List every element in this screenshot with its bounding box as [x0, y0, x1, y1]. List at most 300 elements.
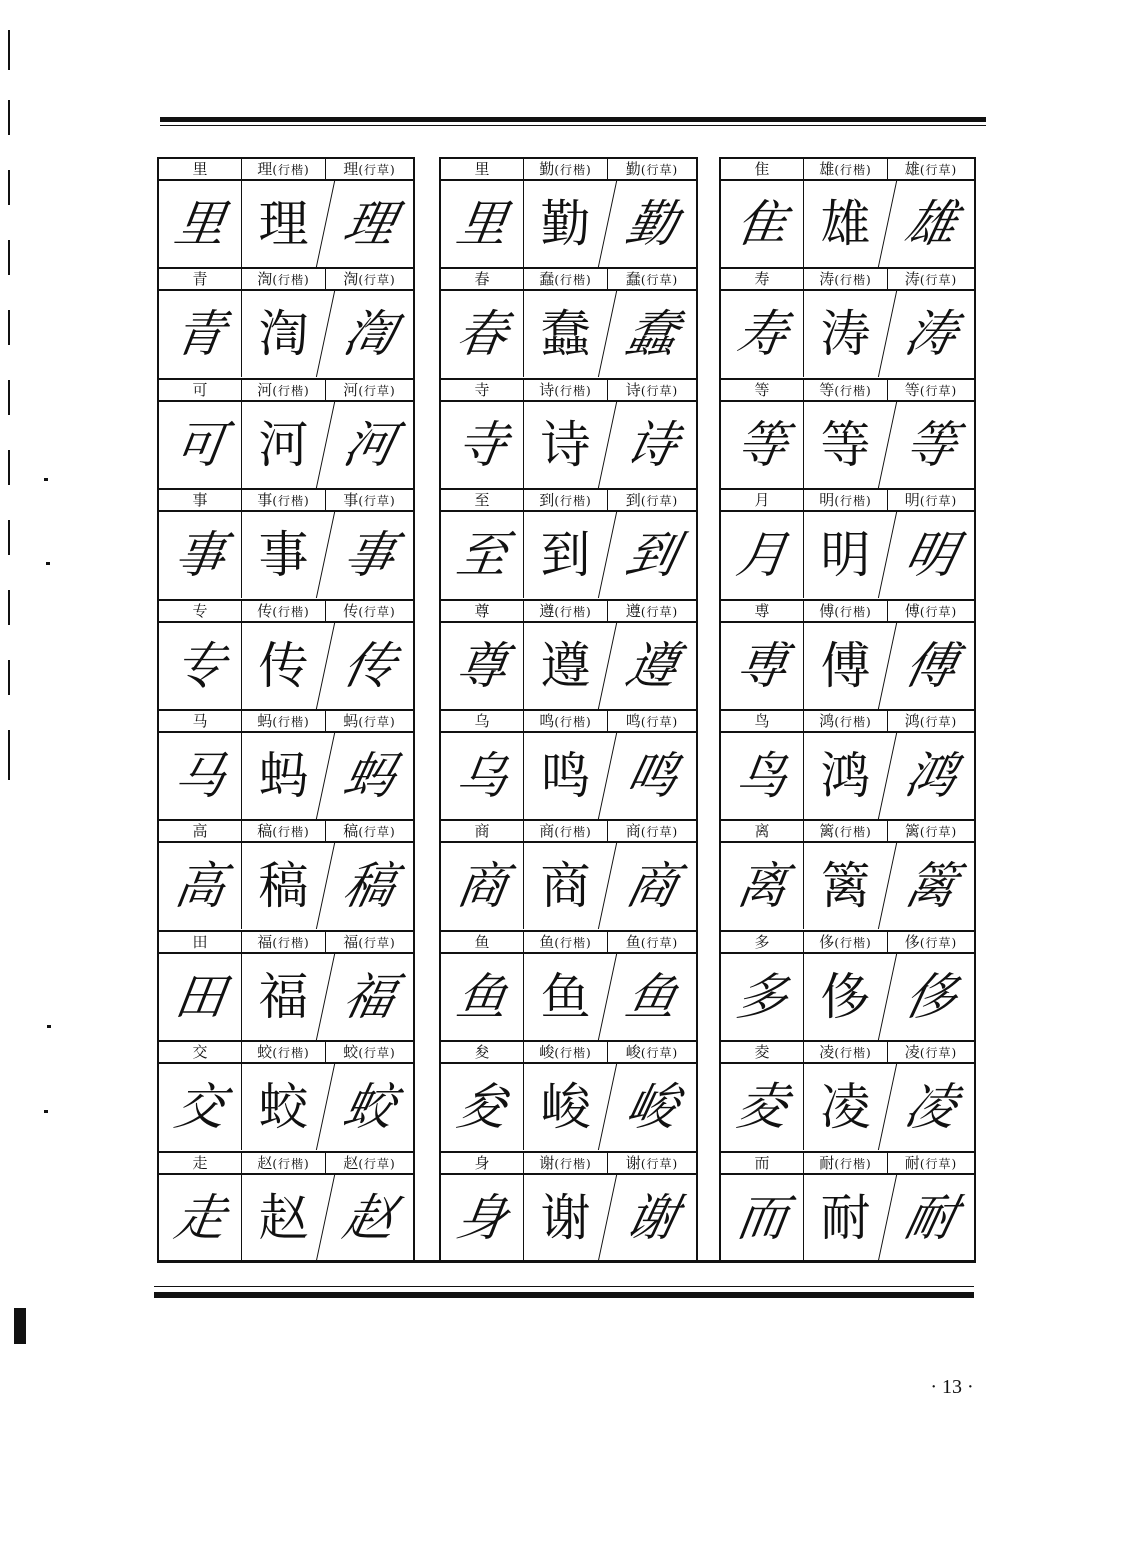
section-1 [157, 157, 415, 1261]
section-3 [719, 157, 976, 1261]
xingcao-label [325, 378, 413, 402]
radical-glyph: 寺 [452, 415, 512, 474]
style-label: (行楷) [554, 163, 592, 177]
xingkai-glyph: 赵 [241, 1175, 325, 1261]
radical-glyph: 多 [732, 967, 792, 1026]
xingkai-label [241, 157, 325, 181]
xingcao-glyph: 到 [598, 512, 705, 598]
xingcao-label [607, 1151, 696, 1175]
header-char: 等 [904, 380, 920, 399]
header-char: 侈 [819, 932, 835, 951]
header-char: 赵 [343, 1153, 359, 1172]
xingkai-label [523, 1040, 607, 1064]
xingkai-label [523, 157, 607, 181]
table-row [441, 157, 696, 267]
radical-label: 鱼 [441, 930, 523, 954]
style-label: (行楷) [272, 604, 310, 619]
header-char: 傅 [904, 601, 920, 620]
xingkai-label [803, 267, 887, 291]
xingcao-glyph: 蠢 [598, 291, 705, 377]
radical-label: 里 [159, 157, 241, 181]
radical-glyph: 尊 [452, 636, 512, 695]
header-char: 明 [819, 491, 835, 510]
xingcao-glyph: 涛 [878, 291, 983, 377]
xingkai-glyph: 峻 [523, 1064, 607, 1150]
xingcao-label [607, 709, 696, 733]
radical-glyph: 青 [170, 305, 230, 364]
xingcao-glyph: 渹 [316, 291, 422, 377]
table-row [721, 1151, 974, 1261]
style-label: (行楷) [834, 825, 872, 840]
radical-label: 里 [441, 157, 523, 181]
style-label: (行草) [919, 1156, 958, 1171]
table-row [721, 157, 974, 267]
xingcao-glyph: 稿 [316, 843, 422, 929]
xingkai-glyph: 稿 [241, 843, 325, 929]
xingkai-glyph: 理 [241, 181, 325, 267]
style-label: (行草) [640, 1046, 679, 1061]
header-char: 明 [904, 491, 920, 510]
xingkai-glyph: 耐 [803, 1175, 887, 1261]
xingcao-label [887, 157, 974, 181]
radical-glyph: 鸟 [732, 747, 792, 805]
style-label: (行楷) [272, 163, 310, 177]
radical-label: 寺 [441, 378, 523, 402]
style-label: (行草) [358, 383, 396, 398]
table-row [159, 709, 413, 819]
xingcao-label [887, 599, 974, 623]
xingkai-glyph: 诗 [523, 402, 607, 488]
xingkai-label [523, 378, 607, 402]
radical-label: 马 [159, 709, 241, 733]
header-char: 商 [539, 822, 555, 841]
header-char: 涛 [819, 270, 835, 289]
table-row [159, 488, 413, 598]
header-char: 理 [343, 160, 359, 178]
xingkai-glyph: 鱼 [523, 954, 607, 1040]
table-row [159, 378, 413, 488]
radical-label: 走 [159, 1151, 241, 1175]
radical-label: 而 [721, 1151, 803, 1175]
header-char: 福 [257, 932, 273, 951]
style-label: (行草) [919, 715, 958, 729]
xingcao-glyph: 蛟 [316, 1064, 422, 1150]
xingkai-glyph: 明 [803, 512, 887, 598]
radical-glyph: 专 [170, 636, 230, 695]
style-label: (行楷) [272, 1156, 310, 1171]
xingkai-label [803, 599, 887, 623]
radical-label: 离 [721, 819, 803, 843]
style-label: (行楷) [554, 604, 592, 619]
header-char: 河 [257, 380, 273, 399]
xingkai-label [241, 488, 325, 512]
table-row [441, 819, 696, 929]
xingcao-label [887, 378, 974, 402]
header-char: 传 [257, 601, 273, 620]
xingkai-glyph: 河 [241, 402, 325, 488]
radical-label: 尊 [441, 599, 523, 623]
header-char: 渹 [257, 270, 273, 289]
radical-glyph: 里 [170, 195, 230, 253]
xingkai-glyph: 谢 [523, 1175, 607, 1261]
table-row [441, 599, 696, 709]
xingcao-label [325, 930, 413, 954]
xingkai-label [241, 1151, 325, 1175]
table-row [441, 709, 696, 819]
style-label: (行楷) [554, 935, 592, 950]
xingcao-glyph: 耐 [878, 1175, 983, 1261]
bottom-rule [154, 1292, 974, 1298]
header-char: 蛟 [257, 1043, 273, 1062]
radical-label: 夌 [721, 1040, 803, 1064]
xingcao-label [607, 157, 696, 181]
style-label: (行草) [640, 494, 679, 509]
header-char: 凌 [819, 1043, 835, 1062]
xingkai-glyph: 勤 [523, 181, 607, 267]
radical-label: 多 [721, 930, 803, 954]
xingcao-label [887, 1040, 974, 1064]
speck [47, 1025, 51, 1028]
header-char: 传 [343, 601, 359, 620]
xingcao-glyph: 鸣 [598, 733, 705, 819]
xingcao-glyph: 等 [878, 402, 983, 488]
speck [44, 1110, 48, 1113]
table-row [159, 1040, 413, 1150]
style-label: (行草) [919, 383, 958, 398]
header-char: 诗 [625, 380, 641, 399]
style-label: (行楷) [554, 1046, 592, 1061]
table-row [159, 599, 413, 709]
xingkai-label [241, 267, 325, 291]
table-row [441, 1151, 696, 1261]
xingkai-label [523, 488, 607, 512]
xingcao-label [887, 1151, 974, 1175]
style-label: (行草) [640, 825, 679, 840]
header-char: 到 [539, 491, 555, 510]
table-row [441, 378, 696, 488]
style-label: (行草) [358, 273, 396, 288]
radical-label: 事 [159, 488, 241, 512]
table-row [721, 378, 974, 488]
radical-label: 田 [159, 930, 241, 954]
radical-glyph: 商 [452, 857, 512, 916]
header-char: 耐 [819, 1153, 835, 1172]
table-row [721, 819, 974, 929]
radical-glyph: 鱼 [452, 967, 512, 1026]
header-char: 鸣 [625, 712, 641, 730]
top-rule [160, 117, 986, 122]
radical-label: 隹 [721, 157, 803, 181]
radical-glyph: 交 [170, 1078, 230, 1137]
xingkai-glyph: 蠢 [523, 291, 607, 377]
radical-glyph: 尃 [732, 636, 792, 695]
header-char: 蠢 [539, 270, 555, 289]
style-label: (行楷) [834, 1046, 872, 1061]
header-char: 雄 [819, 160, 835, 178]
xingcao-glyph: 传 [316, 623, 422, 709]
style-label: (行草) [358, 163, 396, 177]
style-label: (行草) [919, 1046, 958, 1061]
radical-label: 专 [159, 599, 241, 623]
header-char: 鱼 [625, 932, 641, 951]
header-char: 谢 [539, 1153, 555, 1172]
radical-label: 交 [159, 1040, 241, 1064]
style-label: (行草) [640, 383, 679, 398]
xingkai-glyph: 等 [803, 402, 887, 488]
xingkai-label [241, 819, 325, 843]
header-char: 峻 [539, 1043, 555, 1062]
header-char: 稿 [257, 822, 273, 841]
xingcao-glyph: 篱 [878, 843, 983, 929]
xingkai-glyph: 蛟 [241, 1064, 325, 1150]
radical-glyph: 可 [170, 415, 230, 474]
style-label: (行楷) [554, 1156, 592, 1171]
xingcao-glyph: 理 [316, 181, 422, 267]
header-char: 雄 [904, 160, 920, 178]
xingkai-glyph: 雄 [803, 181, 887, 267]
xingcao-label [325, 1151, 413, 1175]
radical-label: 商 [441, 819, 523, 843]
table-row [441, 1040, 696, 1150]
header-char: 蚂 [257, 712, 273, 730]
style-label: (行楷) [554, 825, 592, 840]
table-row [721, 488, 974, 598]
xingcao-label [887, 930, 974, 954]
header-char: 蚂 [343, 712, 359, 730]
xingkai-glyph: 渹 [241, 291, 325, 377]
header-char: 事 [343, 491, 359, 510]
xingkai-glyph: 凌 [803, 1064, 887, 1150]
radical-glyph: 乌 [452, 747, 512, 805]
style-label: (行草) [919, 163, 958, 177]
binding-edge-mark [14, 1308, 26, 1344]
style-label: (行草) [919, 825, 958, 840]
xingcao-glyph: 峻 [598, 1064, 705, 1150]
bottom-rule-thin [154, 1286, 974, 1287]
header-char: 峻 [625, 1043, 641, 1062]
header-char: 理 [257, 160, 273, 178]
xingcao-label [325, 267, 413, 291]
header-char: 福 [343, 932, 359, 951]
radical-label: 至 [441, 488, 523, 512]
xingkai-label [803, 488, 887, 512]
style-label: (行楷) [834, 715, 872, 729]
table-row [441, 488, 696, 598]
xingkai-glyph: 到 [523, 512, 607, 598]
xingkai-label [523, 709, 607, 733]
style-label: (行楷) [554, 715, 592, 729]
xingcao-glyph: 谢 [598, 1175, 705, 1261]
header-char: 鱼 [539, 932, 555, 951]
xingcao-glyph: 勤 [598, 181, 705, 267]
style-label: (行草) [919, 604, 958, 619]
style-label: (行楷) [834, 935, 872, 950]
xingcao-label [887, 488, 974, 512]
header-char: 到 [625, 491, 641, 510]
radical-glyph: 夌 [732, 1078, 792, 1137]
xingkai-label [803, 930, 887, 954]
header-char: 凌 [904, 1043, 920, 1062]
xingkai-glyph: 遵 [523, 623, 607, 709]
style-label: (行草) [358, 494, 396, 509]
xingkai-label [241, 930, 325, 954]
xingcao-glyph: 傅 [878, 623, 983, 709]
xingkai-glyph: 傅 [803, 623, 887, 709]
table-row [441, 267, 696, 377]
xingcao-label [607, 819, 696, 843]
style-label: (行草) [919, 273, 958, 288]
header-char: 蛟 [343, 1043, 359, 1062]
table-row [159, 157, 413, 267]
xingkai-label [803, 819, 887, 843]
xingkai-label [241, 1040, 325, 1064]
table-row [159, 819, 413, 929]
table-row [721, 930, 974, 1040]
header-char: 谢 [625, 1153, 641, 1172]
xingkai-label [523, 1151, 607, 1175]
xingcao-glyph: 鱼 [598, 954, 705, 1040]
speck [46, 562, 50, 565]
xingkai-label [803, 157, 887, 181]
xingcao-label [607, 267, 696, 291]
xingkai-label [523, 599, 607, 623]
style-label: (行楷) [272, 715, 310, 729]
xingcao-label [325, 819, 413, 843]
header-char: 鸿 [819, 712, 835, 730]
style-label: (行草) [640, 163, 679, 177]
xingcao-glyph: 商 [598, 843, 705, 929]
radical-label: 春 [441, 267, 523, 291]
header-char: 傅 [819, 601, 835, 620]
xingcao-label [325, 157, 413, 181]
style-label: (行楷) [272, 1046, 310, 1061]
radical-glyph: 身 [452, 1188, 512, 1247]
header-char: 侈 [904, 932, 920, 951]
radical-label: 月 [721, 488, 803, 512]
radical-glyph: 寿 [732, 305, 792, 364]
table-row [441, 930, 696, 1040]
style-label: (行楷) [272, 273, 310, 288]
speck [44, 478, 48, 481]
style-label: (行楷) [834, 383, 872, 398]
radical-glyph: 高 [170, 857, 230, 916]
style-label: (行楷) [272, 825, 310, 840]
radical-glyph: 走 [170, 1188, 230, 1247]
header-char: 鸿 [904, 712, 920, 730]
style-label: (行楷) [834, 494, 872, 509]
table-row [159, 930, 413, 1040]
xingkai-glyph: 篱 [803, 843, 887, 929]
radical-glyph: 春 [452, 305, 512, 364]
style-label: (行楷) [272, 935, 310, 950]
xingkai-glyph: 传 [241, 623, 325, 709]
style-label: (行草) [358, 825, 396, 840]
radical-label: 尃 [721, 599, 803, 623]
style-label: (行楷) [554, 273, 592, 288]
radical-glyph: 田 [170, 967, 230, 1026]
header-char: 赵 [257, 1153, 273, 1172]
style-label: (行草) [358, 1156, 396, 1171]
xingkai-label [523, 267, 607, 291]
xingkai-label [523, 819, 607, 843]
xingcao-label [607, 1040, 696, 1064]
radical-label: 等 [721, 378, 803, 402]
header-char: 等 [819, 380, 835, 399]
radical-label: 可 [159, 378, 241, 402]
xingcao-label [607, 599, 696, 623]
style-label: (行楷) [272, 383, 310, 398]
section-2 [439, 157, 698, 1261]
radical-label: 寿 [721, 267, 803, 291]
xingkai-glyph: 鸣 [523, 733, 607, 819]
xingkai-glyph: 侈 [803, 954, 887, 1040]
xingcao-glyph: 事 [316, 512, 422, 598]
xingkai-label [523, 930, 607, 954]
header-char: 河 [343, 380, 359, 399]
table-row [721, 267, 974, 377]
xingcao-glyph: 河 [316, 402, 422, 488]
radical-glyph: 而 [732, 1188, 792, 1247]
style-label: (行楷) [834, 273, 872, 288]
xingcao-label [887, 267, 974, 291]
style-label: (行草) [640, 604, 679, 619]
table-row [721, 709, 974, 819]
page-number: · 13 · [930, 1376, 974, 1398]
style-label: (行草) [640, 935, 679, 950]
xingcao-glyph: 鸿 [878, 733, 983, 819]
header-char: 遵 [625, 601, 641, 620]
xingkai-label [803, 378, 887, 402]
xingcao-glyph: 福 [316, 954, 422, 1040]
style-label: (行草) [358, 604, 396, 619]
xingcao-label [887, 819, 974, 843]
radical-label: 高 [159, 819, 241, 843]
style-label: (行草) [640, 273, 679, 288]
table-row [721, 1040, 974, 1150]
style-label: (行楷) [834, 163, 872, 177]
xingcao-label [607, 488, 696, 512]
radical-glyph: 离 [732, 857, 792, 916]
style-label: (行草) [358, 1046, 396, 1061]
xingcao-glyph: 遵 [598, 623, 705, 709]
header-char: 商 [625, 822, 641, 841]
header-char: 事 [257, 491, 273, 510]
xingkai-glyph: 鸿 [803, 733, 887, 819]
xingcao-label [607, 378, 696, 402]
xingcao-glyph: 明 [878, 512, 983, 598]
header-char: 勤 [625, 160, 641, 178]
header-char: 篱 [819, 822, 835, 841]
xingcao-glyph: 诗 [598, 402, 705, 488]
radical-label: 夋 [441, 1040, 523, 1064]
xingcao-glyph: 雄 [878, 181, 983, 267]
xingkai-glyph: 福 [241, 954, 325, 1040]
xingcao-glyph: 凌 [878, 1064, 983, 1150]
xingkai-glyph: 商 [523, 843, 607, 929]
xingkai-label [241, 378, 325, 402]
header-char: 渹 [343, 270, 359, 289]
xingcao-glyph: 侈 [878, 954, 983, 1040]
style-label: (行楷) [834, 604, 872, 619]
header-char: 遵 [539, 601, 555, 620]
xingkai-label [803, 1040, 887, 1064]
radical-glyph: 至 [452, 526, 512, 585]
xingkai-glyph: 涛 [803, 291, 887, 377]
radical-glyph: 事 [170, 526, 230, 585]
radical-glyph: 等 [732, 415, 792, 474]
xingcao-label [325, 1040, 413, 1064]
table-row [721, 599, 974, 709]
